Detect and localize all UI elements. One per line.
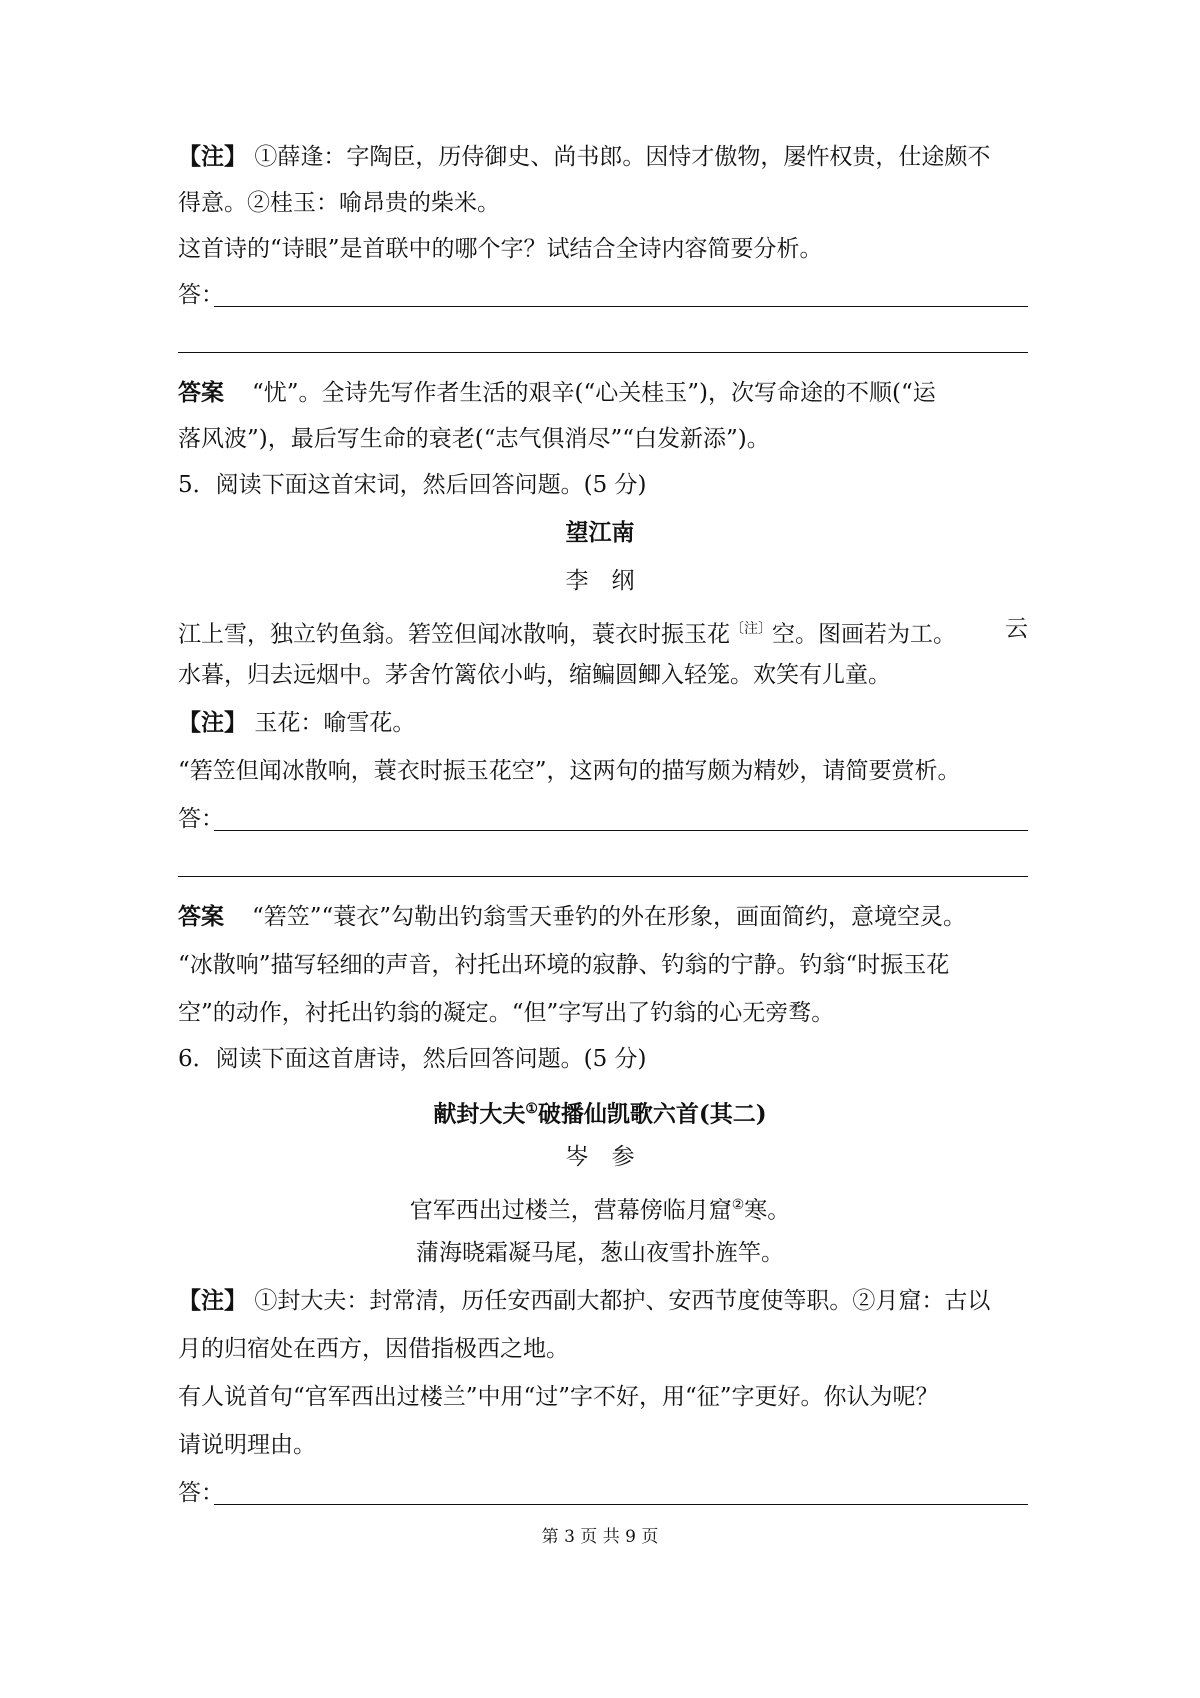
- answer-key-line: “冰散响”描写轻细的声音，衬托出环境的寂静、钓翁的宁静。钓翁“时振玉花: [178, 952, 950, 978]
- question-prompt: 6．阅读下面这首唐诗，然后回答问题。(5 分): [178, 1046, 647, 1072]
- poem-line: 水暮，归去远烟中。茅舍竹篱依小屿，缩鳊圆鲫入轻笼。欢笑有儿童。: [178, 662, 891, 688]
- answer-key-line: [178, 378, 1028, 408]
- note-tag: 【注】: [178, 1287, 247, 1314]
- answer-key-line: 空”的动作，衬托出钓翁的凝定。“但”字写出了钓翁的心无旁骛。: [178, 1000, 835, 1026]
- poem-text: 江上雪，独立钓鱼翁。箬笠但闻冰散响，蓑衣时振玉花: [178, 621, 730, 648]
- poem-text: 空。图画若为工。: [772, 621, 956, 648]
- poem-title: [0, 1094, 1200, 1130]
- note-tag: 【注】: [178, 143, 247, 170]
- answer-label: 答：: [178, 1480, 224, 1506]
- answer-key-line: 落风波”)，最后写生命的衰老(“志气俱消尽”“白发新添”)。: [178, 426, 770, 452]
- answer-key-text: “忧”。全诗先写作者生活的艰辛(“心关桂玉”)，次写命途的不顺(“运: [252, 380, 936, 406]
- answer-rule: [178, 876, 1028, 877]
- poem-line: [178, 614, 1028, 650]
- note-line: 月的归宿处在西方，因借指极西之地。: [178, 1336, 569, 1362]
- answer-label: 答：: [178, 806, 224, 832]
- question-text: 请说明理由。: [178, 1432, 316, 1458]
- question-text: “箬笠但闻冰散响，蓑衣时振玉花空”，这两句的描写颇为精妙，请简要赏析。: [178, 758, 961, 784]
- page-number: 第 3 页 共 9 页: [541, 1527, 659, 1547]
- answer-line[interactable]: [178, 804, 1028, 834]
- answer-line[interactable]: [178, 850, 1028, 880]
- poem-author: 李 纲: [565, 568, 635, 594]
- question-text: 这首诗的“诗眼”是首联中的哪个字？试结合全诗内容简要分析。: [178, 236, 823, 262]
- poem-title: 望江南: [565, 519, 635, 546]
- poem-title-text: 破播仙凯歌六首(其二): [537, 1100, 767, 1128]
- answer-rule: [178, 352, 1028, 353]
- answer-rule: [214, 830, 1028, 831]
- answer-label: 答：: [178, 282, 224, 308]
- poem-line: [0, 1190, 1200, 1226]
- footnote-mark: ①: [525, 1101, 538, 1117]
- answer-line[interactable]: [178, 326, 1028, 356]
- answer-key-text: “箬笠”“蓑衣”勾勒出钓翁雪天垂钓的外在形象，画面简约，意境空灵。: [252, 904, 967, 930]
- question-prompt: 5．阅读下面这首宋词，然后回答问题。(5 分): [178, 472, 647, 498]
- poem-author: 岑 参: [565, 1144, 635, 1170]
- note-tag: 【注】: [178, 709, 247, 736]
- answer-line[interactable]: [178, 1478, 1028, 1508]
- answer-rule: [214, 1504, 1028, 1505]
- note-line: [178, 708, 1028, 738]
- answer-key-label: 答案: [178, 903, 224, 930]
- poem-text: 官军西出过楼兰，营幕傍临月窟: [409, 1197, 732, 1224]
- note-text: 玉花：喻雪花。: [254, 710, 416, 736]
- footnote-mark: 〔注〕: [730, 621, 772, 637]
- question-text: 有人说首句“官军西出过楼兰”中用“过”字不好，用“征”字更好。你认为呢？: [178, 1384, 939, 1410]
- note-line: 得意。②桂玉：喻昂贵的柴米。: [178, 190, 500, 216]
- note-line: [178, 1286, 1028, 1316]
- footnote-mark: ②: [731, 1197, 745, 1213]
- answer-rule: [214, 306, 1028, 307]
- poem-text: 云: [1005, 616, 1028, 642]
- poem-line: 蒲海晓霜凝马尾，葱山夜雪扑旌竿。: [416, 1240, 784, 1266]
- poem-text: 寒。: [744, 1197, 791, 1224]
- poem-title-text: 献封大夫: [433, 1100, 526, 1128]
- note-line: [178, 142, 1028, 172]
- answer-key-line: [178, 902, 1028, 932]
- note-text: ①封大夫：封常清，历任安西副大都护、安西节度使等职。②月窟：古以: [254, 1288, 991, 1314]
- answer-line[interactable]: [178, 280, 1028, 310]
- answer-key-label: 答案: [178, 379, 224, 406]
- note-text: ①薛逢：字陶臣，历侍御史、尚书郎。因恃才傲物，屡忤权贵，仕途颇不: [254, 144, 991, 170]
